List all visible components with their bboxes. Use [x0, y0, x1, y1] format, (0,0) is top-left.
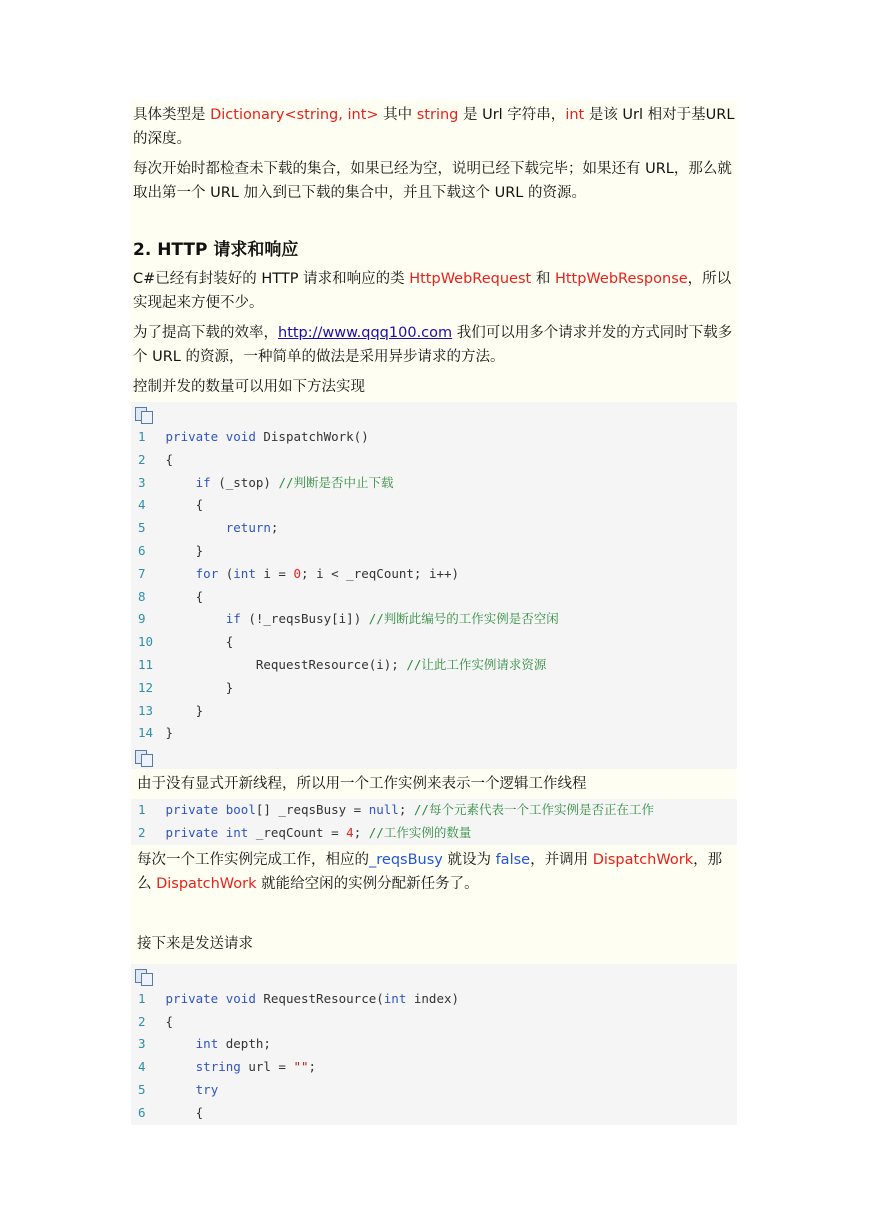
line-number: 2	[138, 824, 146, 840]
highlight-dispatchwork: DispatchWork	[156, 875, 257, 892]
paragraph-check-collection: 每次开始时都检查未下载的集合，如果已经为空，说明已经下载完毕；如果还有 URL，那么就取出第一个 URL 加入到已下载的集合中，并且下载这个 URL 的资源。	[133, 161, 732, 201]
code-block-fields	[131, 799, 737, 845]
code-line	[131, 563, 737, 586]
copy-code-icon[interactable]	[135, 750, 153, 766]
line-number: 2	[138, 451, 146, 467]
code-keyword: private int	[165, 824, 249, 840]
code-text: }	[165, 725, 174, 741]
document-page	[131, 100, 737, 1125]
yellow-block-3	[131, 845, 737, 964]
code-line	[131, 1102, 737, 1125]
code-line	[131, 1056, 737, 1079]
code-line	[131, 1033, 737, 1056]
line-number: 6	[138, 1104, 146, 1120]
code-text: {	[165, 1013, 174, 1029]
code-line	[131, 586, 737, 609]
paragraph-dictionary	[131, 100, 737, 154]
highlight-reqsbusy: _reqsBusy	[369, 851, 443, 868]
paragraph-send-request: 接下来是发送请求	[137, 935, 253, 952]
code-line	[131, 540, 737, 563]
code-line	[131, 799, 737, 822]
highlight-dispatchwork: DispatchWork	[592, 851, 694, 868]
paragraph-http-classes	[131, 264, 737, 318]
code-line	[131, 677, 737, 700]
code-text: {	[165, 588, 204, 604]
code-text: url =	[240, 1059, 294, 1075]
paragraph-control-concurrency: 控制并发的数量可以用如下方法实现	[133, 379, 365, 395]
line-number: 6	[138, 542, 146, 558]
line-number: 1	[138, 429, 146, 444]
text: C#已经有封装好的 HTTP 请求和响应的类	[133, 271, 410, 287]
code-keyword: if	[225, 611, 241, 627]
text: ，那么	[137, 851, 723, 892]
line-number: 11	[138, 656, 154, 672]
line-number: 1	[138, 990, 146, 1006]
code-comment: //判断是否中止下载	[278, 474, 394, 490]
line-number: 5	[138, 1081, 146, 1097]
line-number: 10	[138, 634, 154, 650]
paragraph-work-instance: 由于没有显式开新线程，所以用一个工作实例来表示一个逻辑工作线程	[137, 776, 587, 793]
line-number: 8	[138, 588, 146, 604]
code-number: 4	[346, 824, 354, 840]
text: ，并调用	[530, 851, 593, 868]
text: 我们可以用多个请求并发的方式同时下载多个 URL 的资源，一种简单的做法是采用异步请求的方法。	[133, 325, 733, 365]
paragraph-concurrency	[131, 318, 737, 372]
line-number: 3	[138, 474, 146, 490]
code-text: RequestResource(i);	[255, 656, 407, 672]
code-keyword: return	[225, 520, 271, 536]
code-line	[131, 1011, 737, 1034]
code-keyword: try	[195, 1081, 219, 1097]
code-text: (_stop)	[210, 474, 279, 490]
code-keyword: if	[195, 474, 211, 490]
code-line	[131, 631, 737, 654]
line-number: 2	[138, 1013, 146, 1029]
code-text: depth;	[218, 1036, 271, 1052]
text: 是 Url 字符串，	[458, 107, 566, 123]
code-comment: //工作实例的数量	[368, 824, 472, 840]
code-line	[131, 722, 737, 745]
website-link[interactable]: http://www.qqq100.com	[278, 325, 453, 341]
code-keyword: private void	[165, 990, 256, 1006]
code-text: [] _reqsBusy =	[255, 802, 369, 818]
yellow-block-2	[131, 769, 737, 799]
text: 是该 Url 相对于基URL 的深度。	[133, 107, 735, 147]
code-text: DispatchWork()	[255, 429, 369, 444]
text: 其中	[378, 107, 417, 123]
code-text: _reqCount =	[248, 824, 347, 840]
highlight-httpwebresponse: HttpWebResponse	[554, 271, 688, 287]
code-text: (	[218, 565, 234, 581]
code-text	[166, 475, 196, 490]
code-line	[131, 822, 737, 845]
code-line	[131, 494, 737, 517]
code-line	[131, 654, 737, 677]
highlight-false: false	[495, 851, 531, 868]
code-text	[166, 657, 256, 672]
code-text: {	[165, 451, 174, 467]
code-comment: //每个元素代表一个工作实例是否正在工作	[413, 802, 654, 818]
section-heading: 2. HTTP 请求和响应	[133, 240, 299, 260]
text: 就设为	[442, 851, 496, 868]
code-line	[131, 517, 737, 540]
code-line	[131, 608, 737, 631]
line-number: 14	[138, 725, 154, 741]
highlight-int: int	[565, 107, 585, 123]
code-block-dispatchwork	[131, 402, 737, 769]
code-line	[131, 988, 737, 1011]
line-number: 1	[138, 802, 146, 818]
code-text: }	[165, 542, 204, 558]
code-text: ;	[353, 824, 369, 840]
text: 具体类型是	[133, 107, 211, 123]
code-keyword: private bool	[165, 802, 256, 818]
code-text: {	[165, 1104, 204, 1120]
text: 和	[531, 271, 555, 287]
line-number: 3	[138, 1036, 146, 1052]
code-line	[131, 472, 737, 495]
code-line	[131, 449, 737, 472]
line-number: 4	[138, 497, 146, 513]
code-text: RequestResource(	[255, 990, 384, 1006]
code-line	[131, 426, 737, 449]
highlight-dictionary: Dictionary<string, int>	[210, 107, 379, 123]
text: 为了提高下载的效率，	[133, 325, 278, 341]
text: 每次一个工作实例完成工作，相应的	[137, 851, 369, 868]
code-keyword: for	[195, 565, 219, 581]
code-text	[166, 611, 226, 626]
code-text: (!_reqsBusy[i])	[240, 611, 369, 627]
code-block-requestresource	[131, 964, 737, 1125]
copy-code-icon[interactable]	[135, 407, 153, 423]
code-number: 0	[293, 565, 302, 581]
code-text	[166, 520, 226, 535]
code-keyword: private void	[165, 429, 256, 444]
yellow-block-1	[131, 100, 737, 402]
code-text: index)	[406, 990, 460, 1006]
code-text: ;	[270, 520, 279, 536]
code-text	[166, 1082, 196, 1097]
code-text: }	[165, 679, 234, 695]
copy-code-icon[interactable]	[135, 969, 153, 985]
code-text: {	[165, 497, 204, 513]
code-line	[131, 700, 737, 723]
code-keyword: string	[195, 1059, 241, 1075]
code-text: ; i < _reqCount; i++)	[301, 565, 460, 581]
line-number: 13	[138, 702, 154, 718]
line-number: 4	[138, 1059, 146, 1075]
text: 就能给空闲的实例分配新任务了。	[256, 875, 479, 892]
paragraph-reqsbusy	[131, 845, 737, 899]
code-string: ""	[293, 1059, 309, 1075]
code-text: ;	[308, 1059, 317, 1075]
code-text	[166, 1036, 196, 1051]
line-number: 7	[138, 565, 146, 581]
line-number: 5	[138, 520, 146, 536]
text: ，所以实现起来方便不少。	[133, 271, 732, 311]
code-text	[166, 1059, 196, 1074]
code-text: }	[165, 702, 204, 718]
code-line	[131, 1079, 737, 1102]
code-keyword: int	[195, 1036, 219, 1052]
code-keyword: null	[368, 802, 399, 818]
highlight-string: string	[416, 107, 459, 123]
line-number: 9	[138, 611, 146, 627]
code-keyword: int	[233, 565, 256, 581]
line-number: 12	[138, 679, 154, 695]
code-text: {	[165, 634, 234, 650]
code-text: i =	[255, 565, 294, 581]
code-text	[166, 566, 196, 581]
code-comment: //判断此编号的工作实例是否空闲	[368, 611, 559, 627]
code-comment: //让此工作实例请求资源	[406, 656, 547, 672]
highlight-httpwebrequest: HttpWebRequest	[409, 271, 532, 287]
code-keyword: int	[383, 990, 407, 1006]
code-text: ;	[398, 802, 414, 818]
